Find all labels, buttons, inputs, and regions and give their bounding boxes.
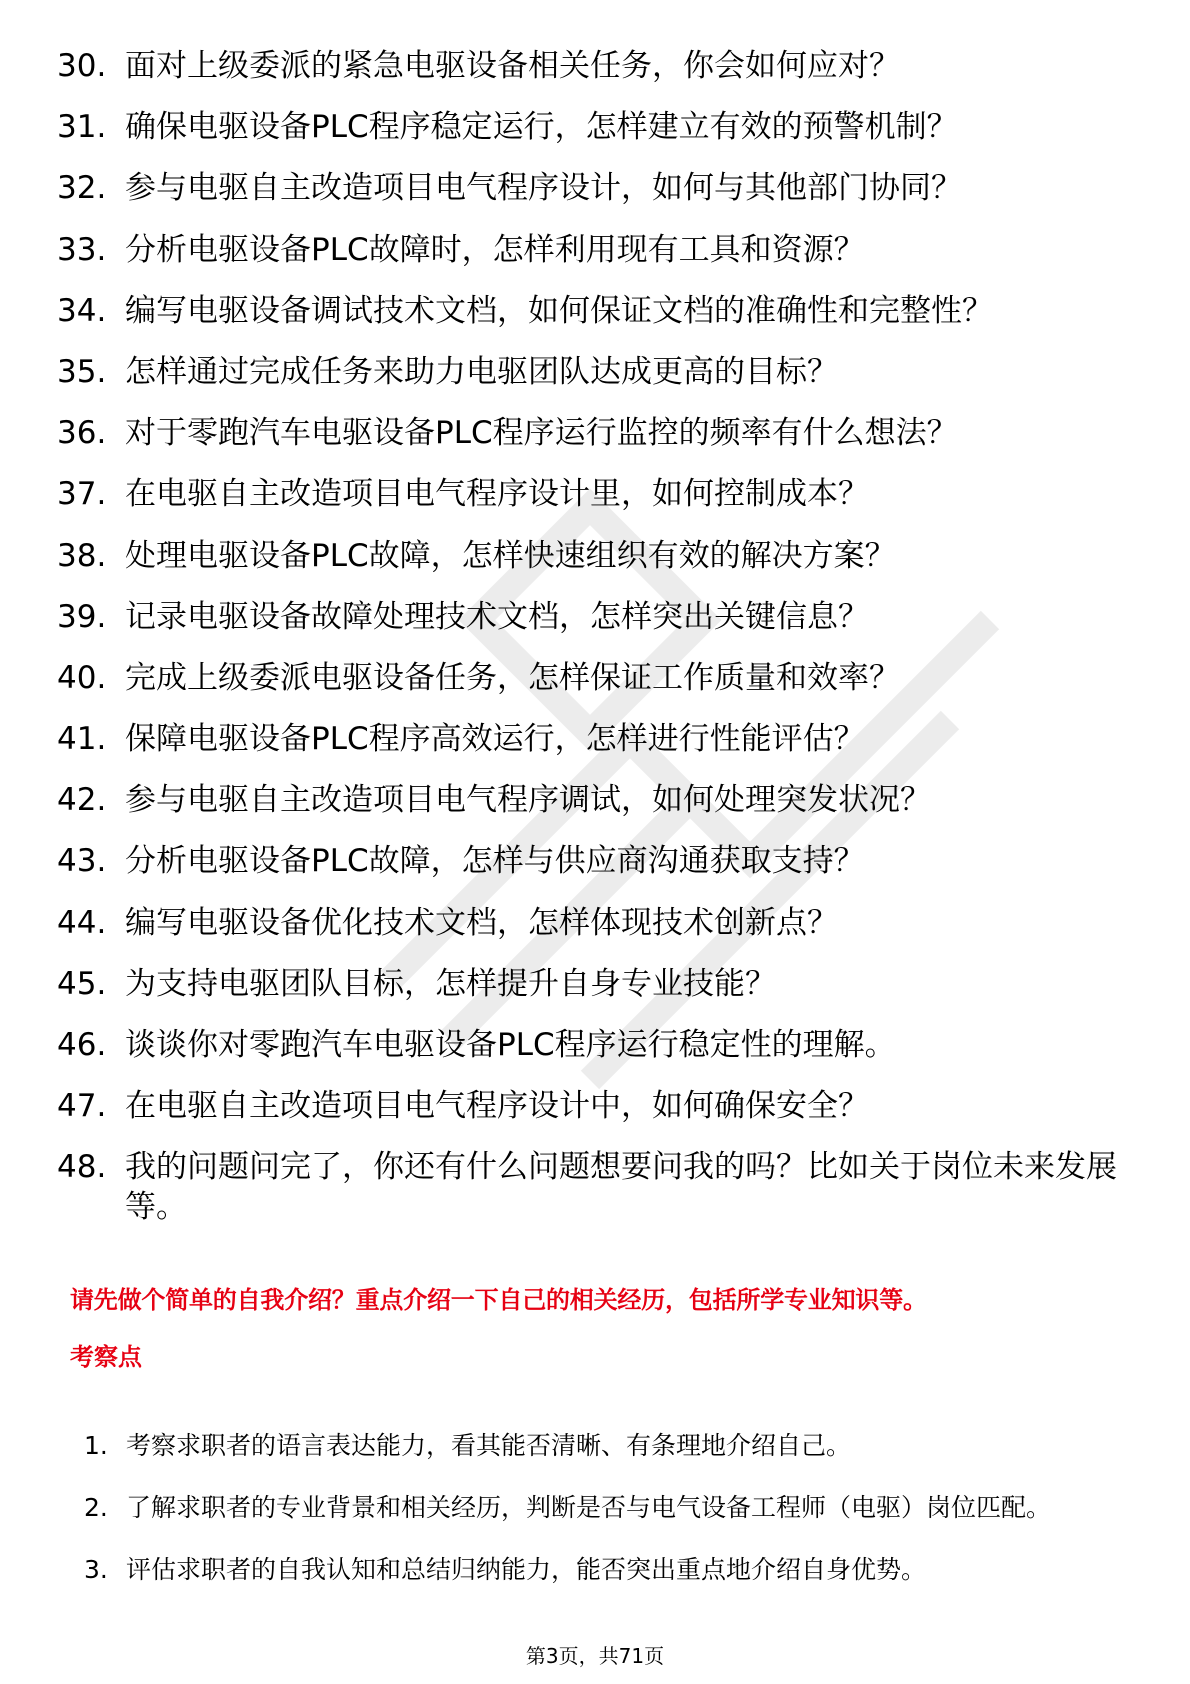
question-item [57, 107, 1117, 147]
question-number: 36. [57, 415, 107, 452]
question-item [57, 841, 1117, 881]
question-number: 42. [57, 782, 107, 819]
question-item [57, 413, 1117, 453]
question-item [57, 903, 1117, 943]
question-text: 保障电驱设备PLC程序高效运行，怎样进行性能评估？ [125, 721, 865, 758]
point-number: 1. [84, 1431, 108, 1460]
question-number: 38. [57, 537, 107, 574]
question-item [57, 780, 1117, 820]
question-text: 谈谈你对零跑汽车电驱设备PLC程序运行稳定性的理解。 [125, 1027, 896, 1063]
question-item [57, 1086, 1117, 1126]
point-number: 2. [84, 1493, 108, 1522]
assessment-point [84, 1418, 1124, 1474]
question-item [57, 658, 1117, 698]
question-text: 怎样通过完成任务来助力电驱团队达成更高的目标？ [125, 353, 838, 390]
question-number: 33. [57, 231, 107, 268]
question-number: 43. [57, 843, 107, 880]
question-item [57, 1147, 1117, 1227]
question-item [57, 536, 1117, 576]
question-number: 34. [57, 292, 107, 329]
question-item [57, 474, 1117, 514]
question-text: 分析电驱设备PLC故障时，怎样利用现有工具和资源？ [125, 231, 865, 268]
question-text: 参与电驱自主改造项目电气程序调试，如何处理突发状况？ [125, 782, 931, 819]
question-text: 在电驱自主改造项目电气程序设计里，如何控制成本？ [125, 476, 869, 513]
question-text: 面对上级委派的紧急电驱设备相关任务，你会如何应对？ [125, 48, 900, 84]
question-number: 45. [57, 965, 107, 1002]
point-text: 了解求职者的专业背景和相关经历，判断是否与电气设备工程师（电驱）岗位匹配。 [126, 1493, 1052, 1522]
question-item [57, 168, 1117, 208]
question-number: 46. [57, 1027, 107, 1063]
question-text: 我的问题问完了，你还有什么问题想要问我的吗？比如关于岗位未来发展等。 [125, 1149, 1117, 1226]
question-list [57, 46, 1117, 1249]
question-item [57, 719, 1117, 759]
question-text: 对于零跑汽车电驱设备PLC程序运行监控的频率有什么想法？ [125, 415, 958, 452]
question-item [57, 964, 1117, 1004]
question-item [57, 1025, 1117, 1065]
question-text: 处理电驱设备PLC故障，怎样快速组织有效的解决方案？ [125, 537, 896, 574]
question-number: 47. [57, 1088, 107, 1125]
question-number: 39. [57, 598, 107, 635]
question-item [57, 597, 1117, 637]
question-text: 完成上级委派电驱设备任务，怎样保证工作质量和效率？ [125, 659, 900, 696]
question-number: 48. [57, 1149, 107, 1186]
question-number: 40. [57, 659, 107, 696]
point-text: 考察求职者的语言表达能力，看其能否清晰、有条理地介绍自己。 [126, 1431, 852, 1460]
question-number: 41. [57, 721, 107, 758]
question-number: 30. [57, 48, 107, 84]
question-item [57, 230, 1117, 270]
question-text: 为支持电驱团队目标，怎样提升自身专业技能？ [125, 965, 776, 1002]
assessment-points-list [84, 1418, 1124, 1604]
question-number: 37. [57, 476, 107, 513]
section-subheading: 考察点 [70, 1343, 142, 1371]
question-number: 31. [57, 109, 107, 146]
section-heading: 请先做个简单的自我介绍？重点介绍一下自己的相关经历，包括所学专业知识等。 [70, 1286, 927, 1314]
question-text: 编写电驱设备调试技术文档，如何保证文档的准确性和完整性？ [125, 292, 993, 329]
question-number: 35. [57, 353, 107, 390]
question-text: 确保电驱设备PLC程序稳定运行，怎样建立有效的预警机制？ [125, 109, 958, 146]
point-text: 评估求职者的自我认知和总结归纳能力，能否突出重点地介绍自身优势。 [126, 1555, 927, 1584]
question-text: 分析电驱设备PLC故障，怎样与供应商沟通获取支持？ [125, 843, 865, 880]
question-item [57, 46, 1117, 86]
question-number: 44. [57, 904, 107, 941]
page-footer: 第3页，共71页 [525, 1644, 665, 1668]
question-item [57, 291, 1117, 331]
question-item [57, 352, 1117, 392]
assessment-point [84, 1480, 1124, 1536]
point-number: 3. [84, 1555, 108, 1584]
question-text: 参与电驱自主改造项目电气程序设计，如何与其他部门协同？ [125, 170, 962, 207]
question-text: 记录电驱设备故障处理技术文档，怎样突出关键信息？ [125, 598, 869, 635]
question-text: 在电驱自主改造项目电气程序设计中，如何确保安全？ [125, 1088, 869, 1125]
question-number: 32. [57, 170, 107, 207]
question-text: 编写电驱设备优化技术文档，怎样体现技术创新点？ [125, 904, 838, 941]
assessment-point [84, 1542, 1124, 1598]
